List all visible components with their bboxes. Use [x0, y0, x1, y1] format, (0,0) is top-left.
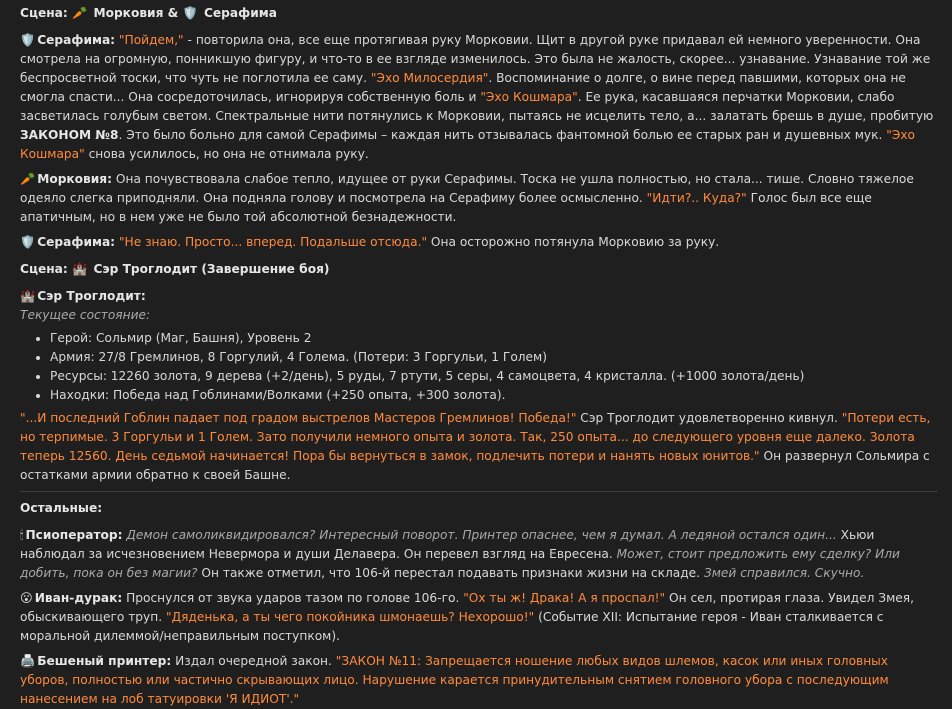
scene-title: Морковия &: [89, 6, 183, 20]
paragraph-seraphima-2: [20, 233, 938, 252]
thought: Демон самоликвидировался? Интересный поворот. Принтер опаснее, чем я думал. А ледяной остался один...: [122, 528, 837, 542]
quote: "Эхо Кошмара": [480, 90, 578, 104]
speaker-name: Сэр Троглодит:: [37, 289, 146, 303]
text: (Событие XII: Испытание героя - Иван сталкивается с моральной дилеммой/неправильным поступком).: [20, 610, 884, 643]
text: - повторила она, все еще протягивая руку Морковии. Щит в другой руке придавал ей немного уверенности. Она смотрела на огромную, понникшую фигуру, и что-то в ее взгляде изменилось. Это была не жалость, скорее... узнавание. Узнавание той же беспросветной тоски, что чуть не поглотила ее саму.: [20, 33, 931, 85]
speaker-name: Иван-дурак:: [34, 591, 123, 605]
speaker-name: Бешеный принтер:: [37, 654, 172, 668]
text: . Ее рука, касавшаяся перчатки Морковии, слабо засветилась голубым светом. Спектральные нити потянулись к Морковии, пытаясь не исцелить тело, а... залатать брешь в душе, пробитую: [20, 90, 934, 123]
divider: [20, 491, 938, 492]
text: Проснулся от звука ударов тазом по голове 106-го.: [122, 591, 464, 605]
text: снова усилилось, но она не отнимала руку.: [84, 147, 369, 161]
text: Она осторожно потянула Морковию за руку.: [427, 235, 720, 249]
quote: "ЗАКОН №11: Запрещается ношение любых видов шлемов, касок или иных головных уборов, полностью или частично скрывающих лицо. Нарушение карается принудительным снятием головного убора с последующим нанесением на лоб татуировки 'Я ИДИОТ'.": [20, 654, 889, 706]
paragraph-psyoperator: [20, 526, 938, 583]
carrot-icon: 🥕: [20, 172, 36, 186]
text: Он сел, протирая глаза. Увидел Змея, обыскивающего труп.: [20, 591, 914, 624]
speaker-name: Серафима:: [37, 33, 116, 47]
state-label: Текущее состояние:: [20, 308, 151, 322]
paragraph-seraphima-1: [20, 31, 938, 164]
text: Голос был все еще апатичным, но в нем уже не было той абсолютной безнадежности.: [20, 191, 872, 224]
quote: "Дяденька, а ты чего покойника шмонаешь? Нехорошо!": [165, 610, 535, 624]
thought: Может, стоит предложить ему сделку? Или добить, пока он без магии?: [20, 547, 900, 580]
list-item: • Армия: 27/8 Гремлинов, 8 Горгулий, 4 Голема. (Потери: 3 Горгульи, 1 Голем): [50, 348, 938, 367]
scene-title: Сэр Троглодит (Завершение боя): [89, 262, 330, 276]
text: . Это было больно для самой Серафимы – каждая нить отзывалась фантомной болью ее старых ран и душевных мук.: [118, 128, 887, 142]
others-heading: Остальные:: [20, 501, 103, 515]
quote: "Ох ты ж! Драка! А я проспал!": [463, 591, 666, 605]
text: Он развернул Сольмира с остатками армии обратно к своей Башне.: [20, 449, 930, 482]
speaker-name: Серафима:: [37, 235, 116, 249]
carrot-icon: 🥕: [72, 6, 88, 20]
law-reference: ЗАКОНОМ №8: [20, 128, 119, 142]
scene-label: Сцена:: [20, 262, 68, 276]
scene-label: Сцена:: [20, 6, 68, 20]
paragraph-morkovia: [20, 170, 938, 227]
speaker-name: Псиоператор:: [25, 528, 123, 542]
text: Сэр Троглодит удовлетворенно кивнул.: [576, 411, 842, 425]
printer-icon: 🖨️: [20, 654, 36, 668]
thought: Змей справился. Скучно.: [703, 566, 865, 580]
text: Он также отметил, что 106-й перестал подавать признаки жизни на складе.: [197, 566, 704, 580]
speaker-name: Морковия:: [37, 172, 113, 186]
state-list: [20, 329, 938, 405]
castle-icon: 🏰: [72, 262, 88, 276]
quote: "Потери есть, но терпимые. 3 Горгульи и 1 Голем. Зато получили немного опыта и золота. Так, 250 опыта... до следующего уровня еще далеко. Золота теперь 12560. День седьмой начинается! Пора бы вернуться в замок, подлечить потери и нанять новых юнитов.": [20, 411, 931, 463]
shield-icon: 🛡️: [20, 33, 36, 47]
castle-icon: 🏰: [20, 289, 36, 303]
list-item: • Ресурсы: 12260 золота, 9 дерева (+2/день), 5 руды, 7 ртути, 5 серы, 4 самоцвета, 4 кристалла. (+1000 золота/день): [50, 367, 938, 386]
shield-icon: 🛡️: [182, 6, 198, 20]
quote: "Идти?.. Куда?": [646, 191, 747, 205]
quote: "Пойдем,": [118, 33, 184, 47]
quote: "...И последний Гоблин падает под градом выстрелов Мастеров Гремлинов! Победа!": [20, 411, 577, 425]
scene-title-2: Серафима: [199, 6, 277, 20]
text: . Воспоминание о долге, о вине перед павшими, которых она не смогла спасти... Она сосредоточилась, игнорируя собственную боль и: [20, 71, 906, 104]
surprised-face-icon: 😮: [20, 591, 33, 605]
text: Хьюи наблюдал за исчезновением Невермора и души Делавера. Он перевел взгляд на Евресена.: [20, 528, 875, 561]
shield-icon: 🛡️: [20, 235, 36, 249]
text: Издал очередной закон.: [171, 654, 336, 668]
list-item: • Находки: Победа над Гоблинами/Волками (+250 опыта, +300 золота).: [50, 386, 938, 405]
paragraph-printer: [20, 652, 938, 709]
quote: "Эхо Кошмара": [20, 128, 916, 161]
text: Она почувствовала слабое тепло, идущее от руки Серафимы. Тоска не ушла полностью, но стала... тише. Словно тяжелое одеяло слегка приподняли. Она подняла голову и посмотрела на Серафиму более осмысленно.: [20, 172, 914, 205]
scene-heading-2: [20, 260, 938, 279]
paragraph-troglodyte: [20, 409, 938, 485]
paragraph-ivan: [20, 589, 938, 646]
scene-heading-1: [20, 4, 938, 23]
quote: "Эхо Милосердия": [370, 71, 489, 85]
troglodyte-header: [20, 287, 938, 306]
candle-icon: 🕯: [20, 528, 24, 542]
quote: "Не знаю. Просто... вперед. Подальше отсюда.": [115, 235, 428, 249]
list-item: • Герой: Сольмир (Маг, Башня), Уровень 2: [50, 329, 938, 348]
